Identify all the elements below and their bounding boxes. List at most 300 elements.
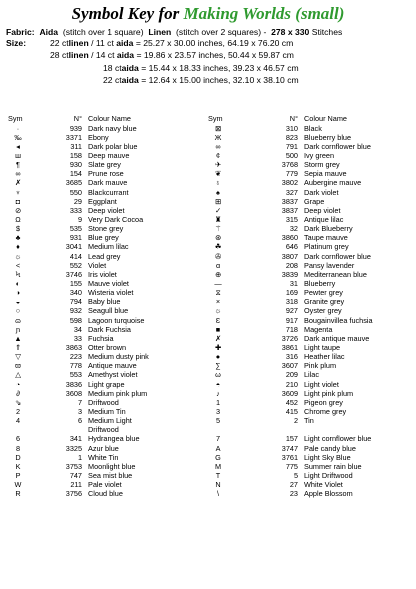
key-row	[208, 453, 414, 462]
dmc-number: 211	[70, 480, 82, 490]
symbol-glyph: ✗	[14, 178, 22, 188]
dmc-number: 3	[77, 406, 82, 416]
symbol-key-left-column	[8, 114, 208, 498]
symbol-glyph: ⧖	[215, 288, 221, 298]
key-row	[208, 297, 414, 306]
dmc-number: 598	[69, 315, 82, 325]
colour-name: Seagull blue	[88, 306, 129, 316]
symbol-glyph: ■	[215, 324, 221, 334]
dmc-number: 341	[69, 434, 82, 444]
colour-name: Violet	[88, 260, 107, 270]
symbol-glyph: ✗	[214, 333, 222, 343]
colour-name: Blueberry blue	[304, 132, 352, 142]
colour-name: Mauve violet	[88, 278, 129, 288]
title-prefix: Symbol Key for	[71, 4, 184, 23]
colour-name: Driftwood	[88, 425, 119, 435]
key-row	[208, 380, 414, 389]
symbol-glyph: Ω	[15, 215, 21, 224]
colour-name: Mediterranean blue	[304, 269, 367, 279]
colour-name: Baby blue	[88, 297, 121, 307]
key-row	[8, 261, 208, 270]
dmc-number: 3041	[65, 242, 82, 252]
fabric-stitches-label: Stitches	[311, 27, 343, 37]
dmc-number: 778	[69, 361, 82, 371]
colour-name: Medium lilac	[88, 242, 129, 252]
symbol-glyph: ⊛	[214, 233, 222, 243]
dmc-number: 155	[69, 278, 82, 288]
colour-name: Heather lilac	[304, 352, 345, 362]
key-row	[8, 206, 208, 215]
dmc-number: 452	[285, 397, 298, 407]
key-row	[8, 389, 208, 398]
symbol-glyph: ◑	[15, 288, 21, 298]
key-row	[8, 407, 208, 416]
colour-name: Lagoon turquoise	[88, 315, 145, 325]
symbol-glyph: ◓	[215, 379, 221, 389]
key-row	[208, 444, 414, 453]
key-row	[208, 398, 414, 407]
dmc-number: 3609	[281, 388, 298, 398]
key-row	[8, 151, 208, 160]
symbol-glyph: ♣	[15, 233, 21, 243]
key-row	[208, 361, 414, 370]
symbol-key-right-column	[208, 114, 414, 498]
dmc-number: 9	[77, 215, 82, 224]
size-rest: / 11 ct	[88, 38, 117, 48]
dmc-number: 23	[289, 489, 298, 499]
header-colour-name: Colour Name	[304, 114, 347, 123]
dmc-number: 3746	[65, 269, 82, 279]
symbol-glyph: ◂	[16, 141, 20, 151]
dmc-number: 311	[70, 141, 82, 151]
column-headers	[208, 114, 414, 124]
colour-name: Otter brown	[88, 342, 127, 352]
key-row	[8, 188, 208, 197]
symbol-glyph: ш	[15, 151, 21, 161]
dmc-number: 6	[77, 416, 82, 426]
key-row	[8, 343, 208, 352]
dmc-number: 794	[69, 297, 82, 307]
colour-name: Magenta	[304, 324, 333, 334]
colour-name: Medium Tin	[88, 406, 126, 416]
colour-name: White Tin	[88, 452, 119, 462]
key-row	[8, 142, 208, 151]
symbol-glyph: ▲	[14, 333, 22, 343]
dmc-number: 3802	[281, 178, 298, 188]
dmc-number: 157	[285, 434, 298, 444]
colour-name: Slate grey	[88, 160, 121, 170]
symbol-glyph: ✇	[214, 251, 222, 261]
key-row	[208, 416, 414, 425]
header-sym: Sym	[8, 114, 23, 123]
symbol-glyph: ◔	[15, 379, 21, 389]
colour-name: Dark violet	[304, 187, 339, 197]
dmc-number: 932	[69, 306, 82, 316]
key-row	[8, 316, 208, 325]
symbol-glyph: ∑	[215, 361, 221, 371]
fabric-aida-note: (stitch over 1 square)	[62, 27, 144, 37]
key-row	[208, 407, 414, 416]
symbol-glyph: ♠	[216, 187, 220, 197]
dmc-number: 3861	[281, 342, 298, 352]
colour-name: Medium pink plum	[88, 388, 148, 398]
colour-name: Prune rose	[88, 169, 124, 179]
header-num: N°	[73, 114, 82, 123]
dmc-number: 939	[69, 123, 82, 133]
dmc-number: 779	[285, 169, 298, 179]
symbol-glyph: ▽	[15, 352, 21, 362]
dmc-number: 154	[69, 169, 82, 179]
symbol-glyph: ☼	[14, 251, 22, 261]
title-pattern-name: Making Worlds (small)	[183, 4, 345, 23]
dmc-number: 823	[285, 132, 298, 142]
symbol-glyph: ☼	[214, 306, 222, 316]
key-row	[208, 252, 414, 261]
colour-name: Light Sky Blue	[304, 452, 351, 462]
symbol-glyph: ¶	[16, 160, 20, 170]
colour-name: Platinum grey	[304, 242, 349, 252]
colour-name: Pigeon grey	[304, 397, 343, 407]
key-row	[8, 462, 208, 471]
colour-name: Blueberry	[304, 278, 336, 288]
key-row	[8, 133, 208, 142]
dmc-number: 3837	[281, 205, 298, 215]
fabric-stitches: 278 x 330	[271, 27, 310, 37]
dmc-number: 3860	[281, 233, 298, 243]
size-dims: = 25.27 x 30.00 inches, 64.19 x 76.20 cm	[133, 38, 294, 48]
key-row	[8, 480, 208, 489]
symbol-glyph: A	[215, 443, 221, 453]
symbol-glyph: ⊞	[214, 196, 222, 206]
key-row	[8, 444, 208, 453]
symbol-glyph: D	[15, 452, 21, 462]
dmc-number: 3768	[281, 160, 298, 170]
symbol-glyph: Ж	[214, 132, 222, 142]
dmc-number: 3863	[65, 342, 82, 352]
key-row	[8, 361, 208, 370]
fabric-linen: Linen	[148, 27, 172, 37]
symbol-glyph: $	[15, 224, 21, 234]
dmc-number: 500	[285, 151, 298, 161]
size-line	[50, 38, 293, 49]
colour-name: Summer rain blue	[304, 461, 362, 471]
key-row	[8, 215, 208, 224]
colour-name: Tin	[304, 416, 314, 426]
key-row	[208, 480, 414, 489]
size-line	[103, 75, 299, 86]
dmc-number: 3325	[65, 443, 82, 453]
fabric-line	[6, 27, 342, 38]
colour-name: Medium Light	[88, 416, 132, 426]
symbol-glyph: ∞	[215, 141, 221, 151]
symbol-glyph: T	[215, 470, 221, 480]
colour-name: Dark Blueberry	[304, 224, 353, 234]
symbol-glyph: ◐	[15, 278, 21, 288]
column-headers	[8, 114, 208, 124]
dmc-number: 550	[69, 187, 82, 197]
key-row	[8, 270, 208, 279]
dmc-number: 917	[285, 315, 298, 325]
key-row	[8, 306, 208, 315]
colour-name: Light violet	[304, 379, 339, 389]
dmc-number: 775	[285, 461, 298, 471]
key-row	[8, 169, 208, 178]
key-row	[8, 425, 208, 434]
colour-name: Hydrangea blue	[88, 434, 140, 444]
colour-name: Blue grey	[88, 233, 119, 243]
key-row	[208, 288, 414, 297]
key-row	[8, 398, 208, 407]
key-row	[8, 160, 208, 169]
symbol-glyph: —	[214, 278, 222, 288]
colour-name: Deep mauve	[88, 151, 130, 161]
key-row	[208, 242, 414, 251]
dmc-number: 5	[293, 470, 298, 480]
symbol-glyph: ✓	[214, 205, 222, 215]
key-row	[8, 434, 208, 443]
colour-name: Storm grey	[304, 160, 340, 170]
key-row	[8, 288, 208, 297]
symbol-glyph: ○	[15, 306, 21, 316]
key-row	[208, 334, 414, 343]
symbol-glyph: ω	[215, 370, 221, 380]
key-row	[8, 334, 208, 343]
colour-name: Granite grey	[304, 297, 345, 307]
dmc-number: 553	[69, 370, 82, 380]
symbol-glyph: 2	[15, 406, 21, 416]
colour-name: Pale candy blue	[304, 443, 356, 453]
colour-name: Sepia mauve	[304, 169, 347, 179]
symbol-glyph: ⇘	[14, 397, 22, 407]
key-row	[8, 197, 208, 206]
symbol-glyph: R	[15, 489, 21, 499]
dmc-number: 3807	[281, 251, 298, 261]
symbol-glyph: ◘	[15, 196, 21, 206]
dmc-number: 3726	[281, 333, 298, 343]
size-line	[103, 63, 299, 74]
colour-name: Pewter grey	[304, 288, 343, 298]
symbol-glyph: ⚚	[214, 224, 222, 234]
key-row	[208, 325, 414, 334]
dmc-number: 34	[73, 324, 82, 334]
key-row	[8, 178, 208, 187]
dmc-number: 3607	[281, 361, 298, 371]
dmc-number: 3837	[281, 196, 298, 206]
page-title	[0, 4, 416, 24]
key-row	[8, 453, 208, 462]
symbol-glyph: \	[216, 489, 220, 499]
size-rest: / 14 ct	[88, 50, 117, 61]
key-row	[208, 425, 414, 434]
dmc-number: 315	[285, 215, 298, 224]
key-row	[208, 169, 414, 178]
key-row	[8, 325, 208, 334]
key-row	[8, 233, 208, 242]
colour-name: Dark Fuchsia	[88, 324, 131, 334]
dmc-number: 318	[285, 297, 298, 307]
dmc-number: 2	[293, 416, 298, 426]
dmc-number: 3608	[65, 388, 82, 398]
colour-name: Eggplant	[88, 196, 117, 206]
symbol-glyph: ✚	[214, 342, 222, 352]
key-row	[208, 160, 414, 169]
symbol-glyph: 7	[215, 434, 221, 444]
key-row	[208, 352, 414, 361]
dmc-number: 927	[285, 306, 298, 316]
symbol-glyph: 6	[15, 434, 21, 444]
symbol-glyph: ♦	[16, 242, 20, 252]
symbol-glyph: ⊕	[214, 269, 222, 279]
symbol-glyph: ɑ	[215, 260, 221, 270]
symbol-glyph: K	[15, 461, 21, 471]
key-row	[208, 389, 414, 398]
symbol-glyph: ✈	[214, 160, 222, 170]
key-row	[8, 242, 208, 251]
colour-name: Bougainvillea fuchsia	[304, 315, 373, 325]
symbol-glyph: 1	[215, 397, 221, 407]
colour-name: Lilac	[304, 370, 320, 380]
size-ct: 28 ct	[50, 50, 69, 61]
colour-name: Oyster grey	[304, 306, 342, 316]
dmc-number: 3756	[65, 489, 82, 499]
size-label: Size:	[6, 38, 27, 48]
dmc-number: 208	[285, 260, 298, 270]
colour-name: Wisteria violet	[88, 288, 134, 298]
key-row	[208, 434, 414, 443]
size-fab: aida	[121, 74, 139, 85]
dmc-number: 7	[77, 397, 82, 407]
dmc-number: 316	[285, 352, 298, 362]
key-row	[8, 224, 208, 233]
symbol-glyph: ●	[215, 352, 221, 362]
symbol-glyph: P	[15, 470, 21, 480]
symbol-glyph: 3	[215, 406, 221, 416]
key-row	[208, 306, 414, 315]
dmc-number: 31	[289, 278, 298, 288]
colour-name: Light Driftwood	[304, 470, 353, 480]
dmc-number: 32	[289, 224, 298, 234]
header-num: N°	[289, 114, 298, 123]
key-row	[208, 215, 414, 224]
colour-name: Lead grey	[88, 251, 121, 261]
key-row	[208, 462, 414, 471]
key-row	[8, 416, 208, 425]
colour-name: Antique lilac	[304, 215, 344, 224]
key-row	[208, 343, 414, 352]
symbol-glyph: ɲ	[15, 324, 21, 334]
colour-name: Medium dusty pink	[88, 352, 149, 362]
dmc-number: 931	[69, 233, 82, 243]
dmc-number: 3836	[65, 379, 82, 389]
symbol-glyph: ⊘	[14, 205, 22, 215]
dmc-number: 791	[285, 141, 298, 151]
fabric-label: Fabric:	[6, 27, 35, 37]
dmc-number: 414	[69, 251, 82, 261]
size-fab2: aida	[116, 50, 135, 61]
dmc-number: 3761	[281, 452, 298, 462]
symbol-glyph: N	[215, 480, 221, 490]
colour-name: Blackcurrant	[88, 187, 129, 197]
colour-name: Dark polar blue	[88, 141, 138, 151]
key-row	[208, 133, 414, 142]
key-row	[208, 489, 414, 498]
key-row	[8, 471, 208, 480]
colour-name: Amethyst violet	[88, 370, 138, 380]
key-row	[208, 188, 414, 197]
key-row	[8, 352, 208, 361]
key-row	[208, 151, 414, 160]
key-row	[208, 370, 414, 379]
symbol-glyph: ·	[16, 123, 20, 133]
colour-name: Iris violet	[88, 269, 117, 279]
size-dims: = 12.64 x 15.00 inches, 32.10 x 38.10 cm	[138, 74, 299, 85]
colour-name: Grape	[304, 196, 325, 206]
key-row	[208, 316, 414, 325]
symbol-glyph: ❦	[214, 169, 222, 179]
dmc-number: 158	[69, 151, 82, 161]
size-dims: = 15.44 x 18.33 inches, 39.23 x 46.57 cm	[138, 62, 299, 73]
dmc-number: 333	[69, 205, 82, 215]
dmc-number: 747	[69, 470, 82, 480]
colour-name: Moonlight blue	[88, 461, 136, 471]
key-row	[208, 224, 414, 233]
size-ct: 22 ct	[103, 74, 122, 85]
key-row	[208, 233, 414, 242]
key-row	[8, 489, 208, 498]
header-colour-name: Colour Name	[88, 114, 131, 123]
colour-name: Ebony	[88, 132, 109, 142]
dmc-number: 223	[69, 352, 82, 362]
colour-name: Very Dark Cocoa	[88, 215, 144, 224]
dmc-number: 29	[73, 196, 82, 206]
colour-name: Pansy lavender	[304, 260, 355, 270]
dmc-number: 718	[285, 324, 298, 334]
symbol-glyph: Ϟ	[15, 269, 21, 279]
dmc-number: 33	[73, 333, 82, 343]
dmc-number: 210	[285, 379, 298, 389]
colour-name: Dark cornflower blue	[304, 141, 371, 151]
symbol-glyph: ♪	[216, 388, 220, 398]
colour-name: Azur blue	[88, 443, 119, 453]
colour-name: Dark cornflower blue	[304, 251, 371, 261]
size-fab: aida	[121, 62, 139, 73]
symbol-glyph: ∞	[15, 169, 21, 179]
symbol-glyph: ɷ	[15, 315, 21, 325]
key-row	[8, 297, 208, 306]
symbol-glyph: ⇑	[14, 342, 22, 352]
size-ct: 18 ct	[103, 62, 122, 73]
colour-name: White Violet	[304, 480, 343, 490]
colour-name: Light cornflower blue	[304, 434, 372, 444]
colour-name: Black	[304, 123, 322, 133]
symbol-glyph: ☘	[214, 242, 222, 252]
size-fab: linen	[68, 50, 89, 61]
symbol-glyph: G	[215, 452, 221, 462]
symbol-glyph: ♆	[15, 187, 21, 197]
colour-name: Pale violet	[88, 480, 122, 490]
colour-name: Light taupe	[304, 342, 341, 352]
size-fab2: aida	[116, 38, 134, 48]
colour-name: Pink plum	[304, 361, 337, 371]
symbol-glyph: △	[15, 370, 21, 380]
key-row	[208, 142, 414, 151]
key-row	[208, 270, 414, 279]
key-row	[8, 380, 208, 389]
dmc-number: 327	[285, 187, 298, 197]
colour-name: Apple Blossom	[304, 489, 353, 499]
symbol-glyph: <	[15, 260, 21, 270]
fabric-aida: Aida	[39, 27, 59, 37]
